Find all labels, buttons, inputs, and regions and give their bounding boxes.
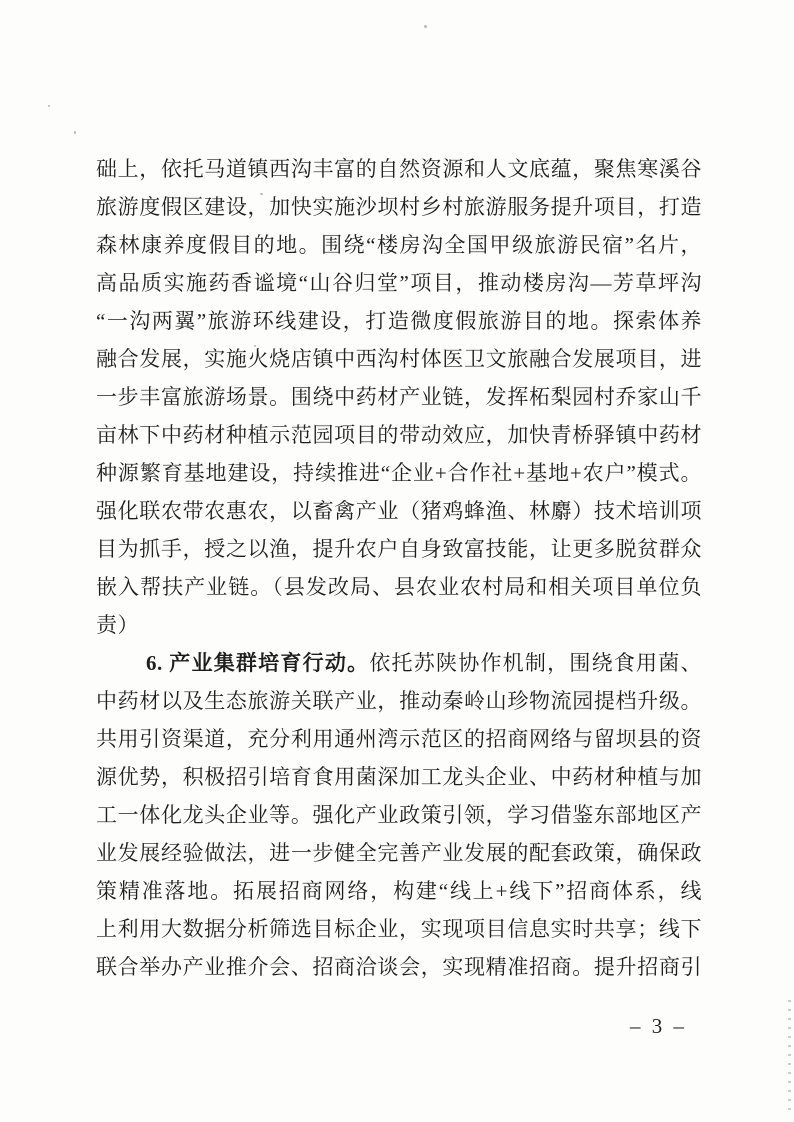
text-line-3 — [96, 226, 702, 264]
text-line-18 — [96, 796, 702, 834]
scan-edge-artifact — [788, 1000, 791, 1110]
text-line-16 — [96, 720, 702, 758]
body-text: 中药材以及生态旅游关联产业，推动秦岭山珍物流园提档升级。 — [96, 689, 702, 713]
text-line-21 — [96, 910, 702, 948]
body-text: 一步丰富旅游场景。围绕中药材产业链，发挥柘梨园村乔家山千 — [96, 385, 702, 409]
scan-speck — [74, 131, 76, 134]
body-text: 旅游度假区建设，加快实施沙坝村乡村旅游服务提升项目，打造 — [96, 195, 702, 219]
body-text: 础上，依托马道镇西沟丰富的自然资源和人文底蕴，聚焦寒溪谷 — [96, 157, 702, 181]
text-line-11 — [96, 530, 702, 568]
text-block — [96, 150, 702, 986]
scan-speck — [254, 345, 256, 347]
text-line-4 — [96, 264, 702, 302]
body-text: 嵌入帮扶产业链。（县发改局、县农业农村局和相关项目单位负 — [96, 575, 702, 599]
scan-speck — [48, 105, 50, 107]
body-text: 亩林下中药材种植示范园项目的带动效应，加快青桥驿镇中药材 — [96, 423, 702, 447]
page-number: – 3 – — [630, 1014, 687, 1038]
body-text: 联合举办产业推介会、招商洽谈会，实现精准招商。提升招商引 — [96, 955, 702, 979]
body-text: 依托苏陕协作机制，围绕食用菌、 — [369, 651, 703, 675]
text-line-12 — [96, 568, 702, 606]
text-line-15 — [96, 682, 702, 720]
item-heading-text: 产业集群培育行动。 — [169, 651, 370, 675]
body-text: 业发展经验做法，进一步健全完善产业发展的配套政策，确保政 — [96, 841, 702, 865]
text-line-19 — [96, 834, 702, 872]
body-text: 共用引资渠道，充分利用通州湾示范区的招商网络与留坝县的资 — [96, 727, 702, 751]
body-text: 源优势，积极招引培育食用菌深加工龙头企业、中药材种植与加 — [96, 765, 702, 789]
body-text: 种源繁育基地建设，持续推进“企业+合作社+基地+农户”模式。 — [96, 461, 702, 485]
text-line-5 — [96, 302, 702, 340]
scan-speck — [260, 193, 263, 195]
body-text: 工一体化龙头企业等。强化产业政策引领，学习借鉴东部地区产 — [96, 803, 702, 827]
body-text: 森林康养度假目的地。围绕“楼房沟全国甲级旅游民宿”名片， — [96, 233, 702, 257]
text-line-1 — [96, 150, 702, 188]
body-text: 目为抓手，授之以渔，提升农户自身致富技能，让更多脱贫群众 — [96, 537, 702, 561]
body-text: 责） — [96, 613, 139, 637]
body-text: “一沟两翼”旅游环线建设，打造微度假旅游目的地。探索体养 — [96, 309, 702, 333]
text-line-14 — [96, 644, 702, 682]
text-line-22 — [96, 948, 702, 986]
text-line-8 — [96, 416, 702, 454]
text-line-6 — [96, 340, 702, 378]
text-line-9 — [96, 454, 702, 492]
text-line-2 — [96, 188, 702, 226]
text-line-20 — [96, 872, 702, 910]
text-line-13 — [96, 606, 702, 644]
text-line-10 — [96, 492, 702, 530]
scan-speck — [424, 25, 427, 28]
body-text: 上利用大数据分析筛选目标企业，实现项目信息实时共享；线下 — [96, 917, 702, 941]
body-text: 策精准落地。拓展招商网络，构建“线上+线下”招商体系，线 — [96, 879, 702, 903]
body-text: 融合发展，实施火烧店镇中西沟村体医卫文旅融合发展项目，进 — [96, 347, 702, 371]
body-text: 高品质实施药香谧境“山谷归堂”项目，推动楼房沟—芳草坪沟 — [96, 271, 702, 295]
text-line-7 — [96, 378, 702, 416]
body-text: 强化联农带农惠农，以畜禽产业（猪鸡蜂渔、林麝）技术培训项 — [96, 499, 702, 523]
item-heading-text: 6. — [146, 651, 170, 675]
text-line-17 — [96, 758, 702, 796]
